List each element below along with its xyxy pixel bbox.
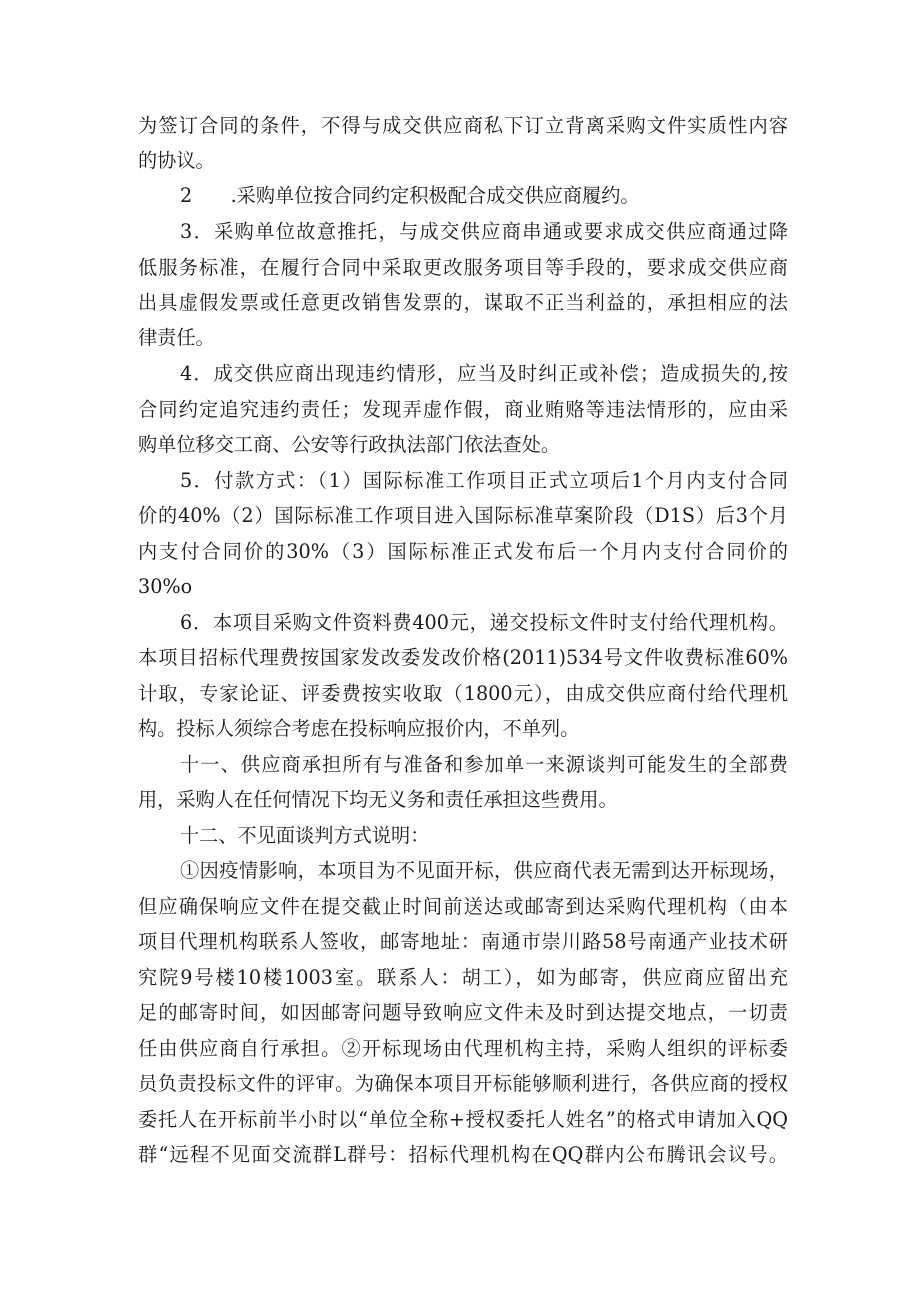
text-line: ①因疫情影响，本项目为不见面开标，供应商代表无需到达开标现场，	[180, 859, 788, 882]
text-line: 任由供应商自行承担。②开标现场由代理机构主持，采购人组织的评标委	[138, 1037, 788, 1060]
text-line: 计取，专家论证、评委费按实收取（1800元），由成交供应商付给代理机	[138, 682, 788, 705]
text-line: 究院9号楼10楼1003室。联系人：胡工），如为邮寄，供应商应留出充	[138, 966, 788, 989]
text-line: 为签订合同的条件，不得与成交供应商私下订立背离采购文件实质性内容	[138, 114, 788, 137]
text-line: 十二、不见面谈判方式说明：	[180, 824, 430, 847]
text-line: 2 .采购单位按合同约定积极配合成交供应商履约。	[180, 184, 640, 207]
text-line: 合同约定追究违约责任；发现弄虚作假，商业贿赂等违法情形的，应由采	[138, 398, 788, 421]
text-line: 项目代理机构联系人签收，邮寄地址：南通市崇川路58号南通产业技术研	[138, 930, 788, 953]
text-line: 十一、供应商承担所有与准备和参加单一来源谈判可能发生的全部费	[180, 753, 788, 776]
text-line: 3．采购单位故意推托，与成交供应商串通或要求成交供应商通过降	[180, 220, 788, 243]
text-line: 低服务标准，在履行合同中采取更改服务项目等手段的，要求成交供应商	[138, 256, 788, 279]
text-line: 员负责投标文件的评审。为确保本项目开标能够顺利进行，各供应商的授权	[138, 1072, 788, 1095]
text-line: 出具虚假发票或任意更改销售发票的，谋取不正当利益的，承担相应的法	[138, 291, 788, 314]
text-line: 律责任。	[138, 326, 215, 349]
text-line: 4．成交供应商出现违约情形，应当及时纠正或补偿；造成损失的,按	[180, 362, 788, 385]
text-line: 委托人在开标前半小时以“单位全称+授权委托人姓名”的格式申请加入QQ	[138, 1108, 788, 1131]
text-line: 足的邮寄时间，如因邮寄问题导致响应文件未及时到达提交地点，一切责	[138, 1001, 788, 1024]
text-line: 价的40%（2）国际标准工作项目进入国际标准草案阶段（D1S）后3个月	[138, 504, 788, 527]
text-line: 的协议。	[138, 149, 215, 172]
text-line: 30%o	[138, 575, 193, 598]
text-line: 群“远程不见面交流群L群号：招标代理机构在QQ群内公布腾讯会议号。	[138, 1143, 788, 1166]
text-line: 内支付合同价的30%（3）国际标准正式发布后一个月内支付合同价的	[138, 540, 788, 563]
text-line: 5．付款方式：（1）国际标准工作项目正式立项后1个月内支付合同	[180, 469, 788, 492]
text-line: 但应确保响应文件在提交截止时间前送达或邮寄到达采购代理机构（由本	[138, 895, 788, 918]
text-line: 本项目招标代理费按国家发改委发改价格(2011)534号文件收费标准60%	[138, 646, 788, 669]
text-line: 用，采购人在任何情况下均无义务和责任承担这些费用。	[138, 788, 618, 811]
text-line: 购单位移交工商、公安等行政执法部门依法查处。	[138, 433, 561, 456]
text-line: 构。投标人须综合考虑在投标响应报价内，不单列。	[138, 717, 580, 740]
text-line: 6．本项目采购文件资料费400元，递交投标文件时支付给代理机构。	[180, 611, 788, 634]
